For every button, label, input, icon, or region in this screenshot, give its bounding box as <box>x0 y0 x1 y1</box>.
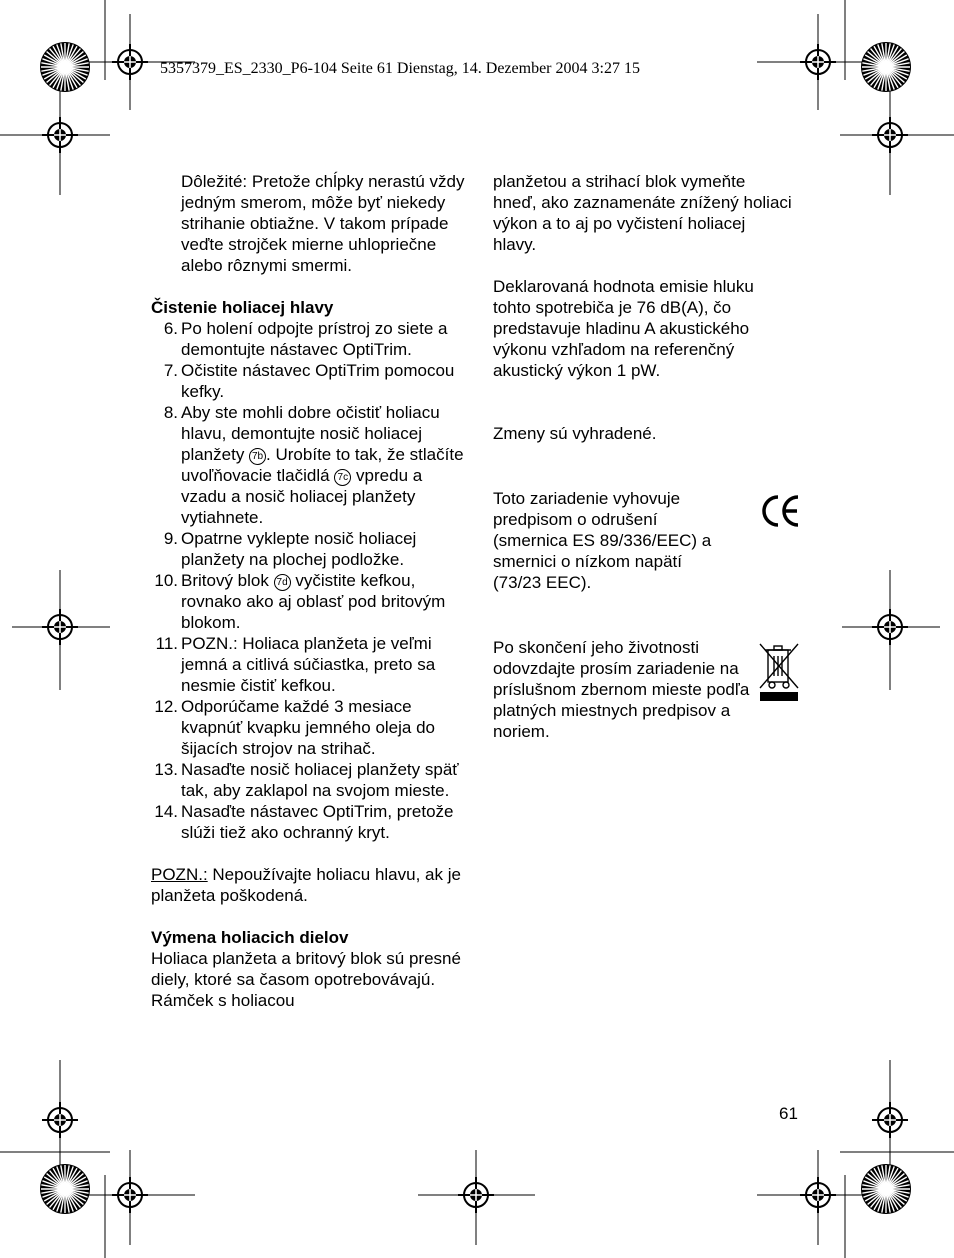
section-heading-replacement: Výmena holiacich dielov <box>151 928 349 947</box>
cleaning-steps <box>151 318 471 843</box>
disposal-text: Po skončení jeho životnosti odovzdajte prosím zariadenie na príslušnom zbernom mieste podľa platných miestnych predpisov a noriem. <box>493 638 750 741</box>
changes-reserved-text: Zmeny sú vyhradené. <box>493 424 657 443</box>
registration-mark-icon <box>112 44 148 80</box>
list-item: 6. Po holení odpojte prístroj zo siete a demontujte nástavec OptiTrim. <box>163 319 448 359</box>
page-number: 61 <box>779 1104 798 1123</box>
registration-mark-icon <box>872 1102 908 1138</box>
left-column <box>151 171 471 1011</box>
star-target-icon <box>861 1164 911 1214</box>
list-item: 10. Britový blok 7d vyčistite kefkou, rovnako ako aj oblasť pod britovým blokom. <box>154 571 446 632</box>
list-item: 8. Aby ste mohli dobre očistiť holiacu hlavu, demontujte nosič holiacej planžety 7b . Urobíte to tak, že stlačíte uvoľňovacie tlačidlá 7c vpredu a vzadu a nosič holiacej planžety vytiahnete. <box>163 403 464 527</box>
print-job-line: 5357379_ES_2330_P6-104 Seite 61 Dienstag, 14. Dezember 2004 3:27 15 <box>160 60 640 77</box>
replacement-text: Holiaca planžeta a britový blok sú presné diely, ktoré sa časom opotrebovávajú. Rámček s holiacou <box>151 949 461 1010</box>
registration-mark-icon <box>42 117 78 153</box>
figure-ref-icon: 7d <box>274 574 291 591</box>
important-note: Dôležité: Pretože chĺpky nerastú vždy jedným smerom, môže byť niekedy strihanie obtiažne. V takom prípade veďte strojček mierne uhlopriečne alebo rôznymi smermi. <box>181 172 465 275</box>
registration-mark-icon <box>872 117 908 153</box>
registration-mark-icon <box>42 609 78 645</box>
list-item: 13. Nasaďte nosič holiacej planžety späť tak, aby zaklapol na svojom mieste. <box>154 760 459 800</box>
list-item: 12. Odporúčame každé 3 mesiace kvapnúť kvapku jemného oleja do šijacích strojov na strihač. <box>154 697 435 758</box>
continuation-text: planžetou a strihací blok vymeňte hneď, ako zaznamenáte znížený holiaci výkon a to aj po vyčistení holiacej hlavy. <box>493 172 792 254</box>
list-item: 14. Nasaďte nástavec OptiTrim, pretože slúži tiež ako ochranný kryt. <box>154 802 454 842</box>
registration-mark-icon <box>458 1177 494 1213</box>
list-item: 9. Opatrne vyklepte nosič holiacej planžety na plochej podložke. <box>163 529 417 569</box>
registration-mark-icon <box>42 1102 78 1138</box>
star-target-icon <box>40 1164 90 1214</box>
figure-ref-icon: 7b <box>249 448 266 465</box>
registration-mark-icon <box>112 1177 148 1213</box>
ce-mark-icon <box>762 494 800 528</box>
right-column-text <box>493 171 793 444</box>
noise-emission-text: Deklarovaná hodnota emisie hluku tohto spotrebiča je 76 dB(A), čo predstavuje hladinu A akustického výkonu vzhľadom na referenčný akustický výkon 1 pW. <box>493 277 754 380</box>
registration-mark-icon <box>800 44 836 80</box>
caution-note: POZN.: Nepoužívajte holiacu hlavu, ak je planžeta poškodená. <box>151 865 461 905</box>
crossed-out-bin-icon <box>756 640 802 704</box>
registration-mark-icon <box>872 609 908 645</box>
section-heading-cleaning: Čistenie holiacej hlavy <box>151 298 334 317</box>
star-target-icon <box>40 42 90 92</box>
figure-ref-icon: 7c <box>334 469 351 486</box>
ce-compliance-text: Toto zariadenie vyhovuje predpisom o odrušení (smernica ES 89/336/EEC) a smernici o nízkom napätí (73/23 EEC). <box>493 489 712 592</box>
registration-mark-icon <box>800 1177 836 1213</box>
star-target-icon <box>861 42 911 92</box>
list-item: 11. POZN.: Holiaca planžeta je veľmi jemná a citlivá súčiastka, preto sa nesmie čistiť kefkou. <box>155 634 436 695</box>
list-item: 7. Očistite nástavec OptiTrim pomocou kefky. <box>163 361 455 401</box>
